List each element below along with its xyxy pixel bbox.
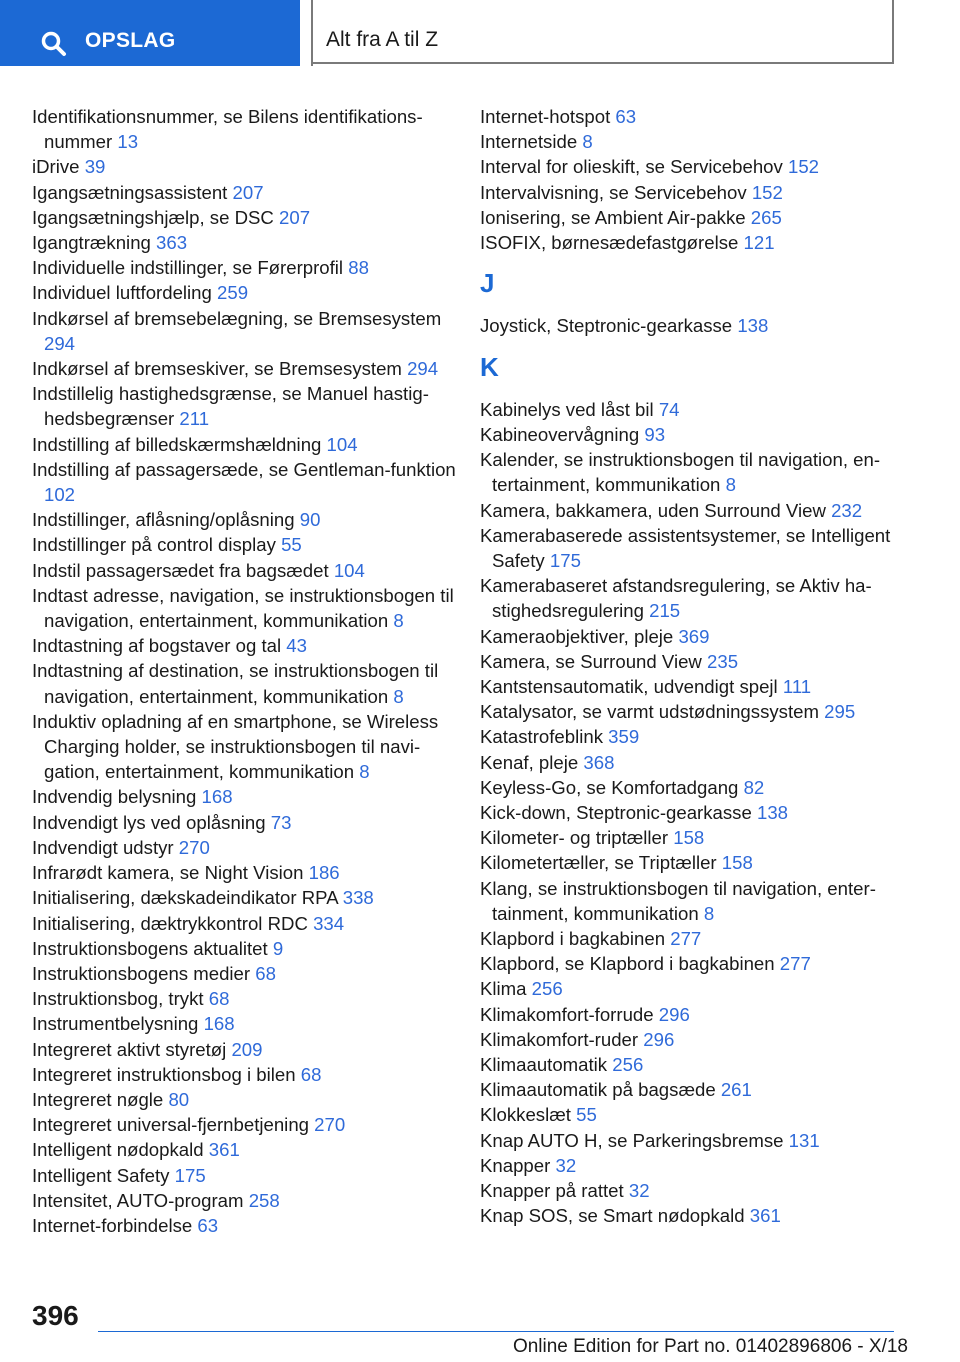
index-page-link[interactable]: 261 (720, 1079, 752, 1101)
index-entry (32, 205, 457, 230)
index-entry (480, 313, 900, 338)
index-entry (32, 280, 457, 305)
index-entry-text: Kabinelys ved låst bil (480, 398, 654, 420)
index-entry (32, 1062, 457, 1087)
index-group-k (480, 397, 900, 1229)
index-page-link[interactable]: 138 (756, 802, 789, 824)
index-entry-text: Indtastning af destination, se instruktionsbogen til navigation, entertainment, kommunikation (32, 660, 439, 707)
index-entry (32, 507, 457, 532)
index-entry (480, 1153, 900, 1178)
index-entry-text: Klimaautomatik på bagsæde (480, 1079, 716, 1101)
index-entry (480, 1102, 900, 1127)
index-page-link[interactable]: 270 (314, 1114, 346, 1136)
index-entry (32, 1188, 457, 1213)
index-entry (32, 180, 457, 205)
index-page-link[interactable]: 13 (117, 131, 139, 153)
index-entry (480, 825, 900, 850)
index-page-link[interactable]: 158 (673, 827, 705, 849)
index-entry-text: Instrumentbelysning (32, 1013, 199, 1035)
index-page-link[interactable]: 111 (782, 676, 812, 698)
index-entry (480, 624, 900, 649)
index-page-link[interactable]: 338 (342, 887, 374, 909)
index-page-link[interactable]: 63 (615, 106, 637, 127)
index-entry-text: Ionisering, se Ambient Air-pakke (480, 206, 746, 228)
index-entry-text: Infrarødt kamera, se Night Vision (32, 862, 304, 884)
index-letter-j: J (480, 268, 495, 299)
index-page-link[interactable]: 8 (359, 761, 370, 783)
index-page-link[interactable]: 295 (824, 701, 856, 723)
index-entry (480, 498, 900, 523)
index-page-link[interactable]: 207 (232, 181, 264, 203)
index-entry (32, 986, 457, 1011)
index-entry-text: Kamerabaserede assistentsystemer, se Intelligent Safety (480, 524, 891, 572)
index-entry (480, 926, 900, 951)
index-entry (480, 1128, 900, 1153)
index-entry (32, 457, 457, 507)
index-entry-text: Klapbord, se Klapbord i bagkabinen (480, 953, 775, 975)
index-page-link[interactable]: 55 (576, 1104, 597, 1126)
index-page-link[interactable]: 9 (272, 937, 284, 959)
index-entry (480, 129, 900, 154)
index-entry (32, 835, 457, 860)
index-entry (480, 976, 900, 1001)
index-entry-text: Indkørsel af bremsebelægning, se Bremsesystem (32, 307, 442, 329)
index-entry-text: Kamera, se Surround View (480, 650, 702, 672)
index-entry (32, 860, 457, 885)
index-entry-text: Instruktionsbog, trykt (32, 988, 204, 1010)
index-page-link[interactable]: 256 (612, 1054, 644, 1076)
index-entry-text: Katalysator, se varmt udstødningssystem (480, 701, 819, 723)
index-page-link[interactable]: 43 (286, 635, 307, 657)
index-entry-text: Keyless-Go, se Komfortadgang (480, 776, 739, 798)
index-page-link[interactable]: 294 (44, 332, 76, 354)
index-entry (480, 850, 900, 875)
index-entry (32, 911, 457, 936)
index-entry-text: Intensitet, AUTO-program (32, 1189, 244, 1211)
index-column-left (32, 104, 457, 1238)
index-entry-text: Instruktionsbogens aktualitet (32, 937, 268, 959)
index-entry (480, 876, 900, 926)
index-page-link[interactable]: 102 (44, 484, 76, 506)
index-entry (32, 1037, 457, 1062)
index-page-link[interactable]: 259 (217, 282, 249, 304)
index-page-link[interactable]: 232 (831, 499, 863, 521)
index-group-i (480, 104, 900, 255)
index-entry-text: Individuelle indstillinger, se Førerprofil (32, 257, 344, 279)
index-entry (480, 649, 900, 674)
index-page-link[interactable]: 361 (208, 1139, 240, 1161)
index-page-link[interactable]: 74 (658, 398, 680, 420)
index-page-link[interactable]: 296 (658, 1003, 690, 1025)
index-group-j (480, 313, 900, 338)
index-page-link[interactable]: 168 (201, 786, 233, 808)
index-page-link[interactable]: 361 (749, 1205, 781, 1227)
index-page-link[interactable]: 8 (393, 685, 404, 707)
index-entry-text: Indtastning af bogstaver og tal (32, 635, 282, 657)
index-entry-text: Klokkeslæt (480, 1104, 571, 1126)
index-entry-text: Initialisering, dæktrykkontrol RDC (32, 912, 308, 934)
index-entry-text: Kabineovervågning (480, 424, 640, 445)
index-entry (32, 532, 457, 557)
index-entry-text: Kameraobjektiver, pleje (480, 625, 674, 647)
index-page-link[interactable]: 8 (393, 610, 404, 632)
index-page-link[interactable]: 152 (787, 156, 820, 178)
index-page-link[interactable]: 175 (549, 550, 581, 572)
index-entry-text: Integreret nøgle (32, 1088, 164, 1110)
index-entry (480, 1002, 900, 1027)
index-entry-text: Intervalvisning, se Servicebehov (480, 181, 747, 203)
index-entry-text: Integreret aktivt styretøj (32, 1038, 227, 1060)
index-page-link[interactable]: 55 (281, 534, 302, 556)
index-entry (32, 1213, 457, 1238)
index-page-link[interactable]: 68 (300, 1063, 322, 1085)
index-entry (480, 230, 900, 255)
index-entry (32, 104, 457, 154)
index-entry-text: Indstillinger på control display (32, 534, 276, 556)
index-entry (32, 885, 457, 910)
index-page-link[interactable]: 8 (725, 474, 736, 496)
index-page-link[interactable]: 121 (743, 232, 775, 254)
index-entry (32, 381, 457, 431)
index-entry-text: Indstillinger, aflåsning/oplåsning (32, 509, 295, 531)
index-entry (32, 1137, 457, 1162)
index-entry (480, 674, 900, 699)
search-tab-label: OPSLAG (85, 29, 176, 52)
index-page-link[interactable]: 334 (313, 912, 345, 934)
index-entry-text: Kamera, bakkamera, uden Surround View (480, 499, 826, 521)
footer-edition-text: Online Edition for Part no. 01402896806 - X/18 (512, 1336, 908, 1357)
index-entry-text: Internet-hotspot (480, 106, 611, 127)
index-entry (32, 658, 457, 708)
index-entry-text: Katastrofeblink (480, 726, 603, 748)
search-tab[interactable] (0, 0, 300, 66)
index-entry (480, 951, 900, 976)
index-entry-text: ISOFIX, børnesædefastgørelse (480, 232, 739, 254)
index-entry (32, 1112, 457, 1137)
index-page-link[interactable]: 82 (743, 776, 765, 798)
index-entry (32, 936, 457, 961)
index-page-link[interactable]: 68 (208, 988, 230, 1010)
index-entry (480, 180, 900, 205)
index-page-link[interactable]: 363 (156, 232, 188, 254)
index-page-link[interactable]: 294 (407, 358, 439, 380)
index-entry (480, 154, 900, 179)
index-entry-text: Indtast adresse, navigation, se instruktionsbogen til navigation, entertainment, kommunikation (32, 584, 454, 632)
index-page-link[interactable]: 258 (248, 1189, 280, 1211)
index-page-link[interactable]: 256 (531, 978, 563, 1000)
index-entry-text: Klimakomfort-forrude (480, 1003, 654, 1025)
index-column-right (480, 104, 900, 1229)
index-entry-text: iDrive (32, 156, 80, 178)
index-entry (480, 1203, 900, 1228)
index-entry-text: Instruktionsbogens medier (32, 962, 251, 984)
index-page-link[interactable]: 265 (750, 206, 782, 228)
tab-divider (311, 0, 313, 66)
index-entry-text: Indvendigt udstyr (32, 836, 174, 858)
index-page-link[interactable]: 104 (326, 433, 358, 455)
index-entry-text: Klang, se instruktionsbogen til navigation, entertainment, kommunikation (480, 877, 876, 924)
index-entry (480, 800, 900, 825)
section-tab-label: Alt fra A til Z (326, 28, 439, 51)
index-entry-text: Indstilling af passagersæde, se Gentleman-funktion (32, 458, 456, 480)
index-page-link[interactable]: 296 (643, 1028, 675, 1050)
index-entry (32, 356, 457, 381)
index-page-link[interactable]: 80 (168, 1088, 190, 1110)
index-page-link[interactable]: 235 (707, 650, 739, 672)
footer-rule (98, 1331, 894, 1332)
index-entry-text: Kenaf, pleje (480, 751, 579, 773)
index-entry-text: Integreret instruktionsbog i bilen (32, 1063, 296, 1085)
index-entry-text: Kilometertæller, se Triptæller (480, 852, 717, 874)
index-entry (32, 1011, 457, 1036)
index-page-link[interactable]: 73 (270, 811, 292, 833)
index-entry (480, 397, 900, 422)
index-entry-text: Igangtrækning (32, 232, 151, 254)
index-entry (32, 810, 457, 835)
index-entry-text: Identifikationsnummer, se Bilens identifikationsnummer (32, 106, 423, 153)
index-entry-text: Individuel luftfordeling (32, 282, 212, 304)
index-page-link[interactable]: 209 (231, 1038, 263, 1060)
index-entry (32, 784, 457, 809)
index-entry (480, 1178, 900, 1203)
index-entry-text: Joystick, Steptronic-gearkasse (480, 315, 733, 337)
index-entry (480, 775, 900, 800)
index-entry-text: Knapper på rattet (480, 1180, 624, 1202)
index-entry (32, 1087, 457, 1112)
index-page-link[interactable]: 104 (333, 559, 365, 581)
index-page-link[interactable]: 131 (788, 1129, 820, 1151)
index-entry (32, 709, 457, 785)
index-page-link[interactable]: 215 (649, 600, 681, 622)
index-entry-text: Intelligent Safety (32, 1164, 170, 1186)
page-number: 396 (32, 1300, 79, 1331)
index-entry (480, 724, 900, 749)
index-entry (32, 255, 457, 280)
index-entry (480, 699, 900, 724)
index-page-link[interactable]: 63 (197, 1214, 219, 1236)
index-entry-text: Igangsætningsassistent (32, 181, 228, 203)
index-page-link[interactable]: 39 (84, 156, 106, 178)
index-page-link[interactable]: 211 (179, 408, 210, 430)
index-page-link[interactable]: 32 (628, 1180, 650, 1202)
index-entry-text: Indstillelig hastighedsgrænse, se Manuel hastighedsbegrænser (32, 383, 429, 430)
index-page-link[interactable]: 68 (255, 962, 276, 984)
index-entry-text: Klapbord i bagkabinen (480, 928, 666, 950)
index-entry-text: Kick-down, Steptronic-gearkasse (480, 802, 752, 824)
index-entry-text: Induktiv opladning af en smartphone, se Wireless Charging holder, se instruktionsbogen til navigation, entertainment, kommunikation (32, 710, 439, 783)
index-entry-text: Indstilling af billedskærmshældning (32, 433, 322, 455)
index-entry-text: Initialisering, dækskadeindikator RPA (32, 887, 338, 909)
index-page-link[interactable]: 93 (644, 424, 666, 445)
index-entry-text: Kamerabaseret afstandsregulering, se Aktiv hastighedsregulering (480, 575, 872, 622)
index-page-link[interactable]: 175 (174, 1164, 206, 1186)
index-entry (480, 573, 900, 623)
index-entry-text: Internetside (480, 131, 578, 153)
index-entry-text: Interval for olieskift, se Servicebehov (480, 156, 783, 178)
index-page-link[interactable]: 158 (721, 852, 753, 874)
index-entry (32, 1163, 457, 1188)
index-letter-k: K (480, 351, 499, 382)
index-entry-text: Klima (480, 978, 527, 1000)
index-entry-text: Indstil passagersædet fra bagsædet (32, 559, 329, 581)
index-page-link[interactable]: 270 (178, 836, 210, 858)
search-icon (40, 30, 68, 58)
index-entry (480, 205, 900, 230)
index-page-link[interactable]: 32 (555, 1154, 577, 1176)
section-tab[interactable] (311, 0, 894, 64)
index-entry-text: Knap AUTO H, se Parkeringsbremse (480, 1129, 784, 1151)
index-entry-text: Kalender, se instruktionsbogen til navigation, entertainment, kommunikation (480, 449, 881, 496)
index-entry (480, 447, 900, 497)
index-entry-text: Internet-forbindelse (32, 1214, 193, 1236)
index-page-link[interactable]: 8 (703, 902, 715, 924)
index-page-link[interactable]: 359 (608, 726, 640, 748)
index-page-link[interactable]: 168 (203, 1013, 235, 1035)
index-page-link[interactable]: 90 (299, 509, 321, 531)
index-entry-text: Klimaautomatik (480, 1054, 608, 1076)
index-entry (32, 154, 457, 179)
index-page-link[interactable]: 368 (583, 751, 615, 773)
index-entry (32, 432, 457, 457)
index-entry-text: Knapper (480, 1154, 551, 1176)
index-entry (480, 1027, 900, 1052)
index-entry (480, 422, 900, 447)
index-entry-text: Kilometer- og triptæller (480, 827, 669, 849)
index-page-link[interactable]: 88 (348, 257, 369, 279)
index-entry (32, 306, 457, 356)
index-entry-text: Integreret universal-fjernbetjening (32, 1114, 309, 1136)
index-entry (32, 961, 457, 986)
index-entry-text: Intelligent nødopkald (32, 1139, 204, 1161)
index-entry-text: Indvendigt lys ved oplåsning (32, 811, 266, 833)
index-entry (32, 230, 457, 255)
index-entry-text: Igangsætningshjælp, se DSC (32, 206, 274, 228)
index-entry (480, 1077, 900, 1102)
index-page-link[interactable]: 152 (751, 181, 783, 203)
index-entry-text: Kantstensautomatik, udvendigt spejl (480, 676, 778, 698)
index-entry (32, 558, 457, 583)
index-entry-text: Indvendig belysning (32, 786, 197, 808)
index-page-link[interactable]: 186 (308, 862, 340, 884)
index-entry (32, 583, 457, 633)
index-entry-text: Klimakomfort-ruder (480, 1028, 639, 1050)
index-entry (480, 104, 900, 129)
index-page-link[interactable]: 277 (670, 928, 702, 950)
top-navigation-bar (0, 0, 960, 66)
index-page-link[interactable]: 8 (582, 131, 593, 153)
index-page-link[interactable]: 138 (737, 315, 769, 337)
index-entry (480, 1052, 900, 1077)
index-entry-text: Knap SOS, se Smart nødopkald (480, 1205, 745, 1227)
index-page-link[interactable]: 369 (678, 625, 710, 647)
index-entry (480, 523, 900, 573)
index-entry (480, 750, 900, 775)
index-entry (32, 633, 457, 658)
index-page-link[interactable]: 277 (779, 953, 811, 975)
index-page-link[interactable]: 207 (279, 206, 311, 228)
index-entry-text: Indkørsel af bremseskiver, se Bremsesystem (32, 358, 402, 380)
